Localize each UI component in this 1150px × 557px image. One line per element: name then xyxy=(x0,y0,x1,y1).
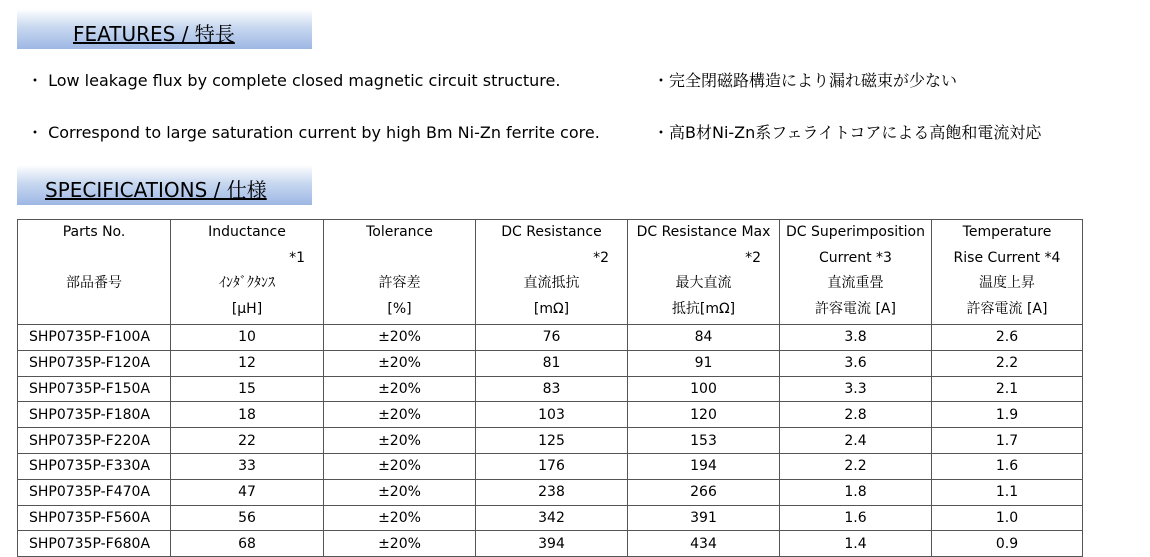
column-header-line: DC Resistance Max xyxy=(636,224,771,240)
table-cell: 56 xyxy=(171,505,324,531)
table-cell: 153 xyxy=(628,428,780,454)
feature-item-en-2: ・ Correspond to large saturation current by high Bm Ni-Zn ferrite core. xyxy=(27,123,600,142)
table-cell: 68 xyxy=(171,531,324,557)
column-header-line xyxy=(324,246,475,272)
part-number-cell: SHP0735P-F150A xyxy=(18,376,171,402)
table-cell: 176 xyxy=(476,453,628,479)
column-header xyxy=(476,220,628,325)
column-header-line: [μH] xyxy=(231,300,263,317)
column-header-line: Parts No. xyxy=(62,224,126,240)
table-row xyxy=(18,479,1083,505)
table-cell: 394 xyxy=(476,531,628,557)
table-row xyxy=(18,350,1083,376)
column-header-line: 許容差 xyxy=(378,275,421,291)
column-header-line: [%] xyxy=(387,300,412,317)
table-cell: ±20% xyxy=(324,505,476,531)
table-cell: ±20% xyxy=(324,453,476,479)
column-header-line xyxy=(18,246,170,272)
part-number-cell: SHP0735P-F560A xyxy=(18,505,171,531)
table-cell: 1.6 xyxy=(780,505,932,531)
features-heading: FEATURES / 特長 xyxy=(73,22,235,46)
table-cell: 33 xyxy=(171,453,324,479)
table-cell: 103 xyxy=(476,402,628,428)
column-header-line: Current *3 xyxy=(819,249,892,266)
column-header-line: 温度上昇 xyxy=(979,275,1035,291)
column-header-line: *2 xyxy=(745,249,761,266)
table-row xyxy=(18,402,1083,428)
part-number-cell: SHP0735P-F330A xyxy=(18,453,171,479)
table-cell: 18 xyxy=(171,402,324,428)
table-cell: ±20% xyxy=(324,428,476,454)
part-number-cell: SHP0735P-F120A xyxy=(18,350,171,376)
part-number-cell: SHP0735P-F470A xyxy=(18,479,171,505)
part-number-cell: SHP0735P-F180A xyxy=(18,402,171,428)
table-cell: 1.8 xyxy=(780,479,932,505)
table-cell: ±20% xyxy=(324,350,476,376)
specifications-heading-banner xyxy=(17,165,312,205)
column-header-line: DC Resistance xyxy=(501,224,602,240)
column-header-line: *1 xyxy=(289,249,305,266)
table-cell: 2.6 xyxy=(932,325,1083,351)
table-cell: 15 xyxy=(171,376,324,402)
column-header-line: ｲﾝﾀﾞｸﾀﾝｽ xyxy=(219,275,275,291)
table-cell: 266 xyxy=(628,479,780,505)
column-header-line: Temperature xyxy=(962,224,1052,240)
table-cell: 391 xyxy=(628,505,780,531)
table-cell: 22 xyxy=(171,428,324,454)
table-cell: 91 xyxy=(628,350,780,376)
column-header xyxy=(932,220,1083,325)
column-header-line: DC Superimposition xyxy=(785,224,925,240)
column-header xyxy=(171,220,324,325)
table-cell: 10 xyxy=(171,325,324,351)
feature-item-en-1: ・ Low leakage flux by complete closed magnetic circuit structure. xyxy=(27,71,561,90)
table-cell: ±20% xyxy=(324,479,476,505)
table-row xyxy=(18,428,1083,454)
column-header-line: 抵抗[mΩ] xyxy=(671,300,736,317)
column-header-line: Inductance xyxy=(208,224,286,240)
features-heading-banner xyxy=(17,9,312,49)
feature-item-ja-1: ・完全閉磁路構造により漏れ磁束が少ない xyxy=(653,71,958,90)
table-cell: 100 xyxy=(628,376,780,402)
table-cell: 81 xyxy=(476,350,628,376)
table-cell: ±20% xyxy=(324,376,476,402)
table-cell: 84 xyxy=(628,325,780,351)
table-cell: 434 xyxy=(628,531,780,557)
part-number-cell: SHP0735P-F100A xyxy=(18,325,171,351)
table-cell: 1.7 xyxy=(932,428,1083,454)
table-cell: 3.6 xyxy=(780,350,932,376)
column-header-line: 直流重畳 xyxy=(827,275,884,291)
table-cell: 76 xyxy=(476,325,628,351)
column-header-line: *2 xyxy=(593,249,609,266)
specifications-heading: SPECIFICATIONS / 仕様 xyxy=(45,178,267,202)
table-row xyxy=(18,453,1083,479)
table-cell: 47 xyxy=(171,479,324,505)
column-header xyxy=(18,220,171,325)
table-cell: 2.8 xyxy=(780,402,932,428)
table-cell: ±20% xyxy=(324,531,476,557)
table-cell: 2.2 xyxy=(780,453,932,479)
table-cell: 1.9 xyxy=(932,402,1083,428)
table-cell: 1.6 xyxy=(932,453,1083,479)
table-cell: 120 xyxy=(628,402,780,428)
feature-item-ja-2: ・高B材Ni-Zn系フェライトコアによる高飽和電流対応 xyxy=(653,123,1042,142)
column-header-line: 部品番号 xyxy=(66,275,122,291)
table-cell: 194 xyxy=(628,453,780,479)
table-cell: 1.4 xyxy=(780,531,932,557)
table-cell: 238 xyxy=(476,479,628,505)
column-header-line: Tolerance xyxy=(366,224,433,240)
table-cell: 1.1 xyxy=(932,479,1083,505)
column-header-line: [mΩ] xyxy=(533,300,570,317)
table-body xyxy=(18,325,1083,557)
column-header xyxy=(628,220,780,325)
column-header-line: Rise Current *4 xyxy=(953,249,1061,266)
table-row xyxy=(18,505,1083,531)
table-row xyxy=(18,325,1083,351)
table-cell: 2.2 xyxy=(932,350,1083,376)
table-cell: ±20% xyxy=(324,325,476,351)
table-cell: 1.0 xyxy=(932,505,1083,531)
column-header xyxy=(780,220,932,325)
table-row xyxy=(18,531,1083,557)
column-header-line xyxy=(18,297,170,323)
table-cell: 2.4 xyxy=(780,428,932,454)
table-cell: 3.8 xyxy=(780,325,932,351)
table-cell: 0.9 xyxy=(932,531,1083,557)
column-header-line: 許容電流 [A] xyxy=(815,300,896,317)
column-header-line: 最大直流 xyxy=(675,275,732,291)
table-cell: 3.3 xyxy=(780,376,932,402)
column-header-line: 許容電流 [A] xyxy=(966,300,1048,317)
table-cell: 342 xyxy=(476,505,628,531)
table-header-row xyxy=(18,220,1083,325)
table-cell: 2.1 xyxy=(932,376,1083,402)
table-cell: 125 xyxy=(476,428,628,454)
table-cell: 12 xyxy=(171,350,324,376)
part-number-cell: SHP0735P-F220A xyxy=(18,428,171,454)
column-header-line: 直流抵抗 xyxy=(523,275,580,291)
part-number-cell: SHP0735P-F680A xyxy=(18,531,171,557)
table-row xyxy=(18,376,1083,402)
table-cell: ±20% xyxy=(324,402,476,428)
column-header xyxy=(324,220,476,325)
specifications-table xyxy=(17,219,1083,557)
table-cell: 83 xyxy=(476,376,628,402)
